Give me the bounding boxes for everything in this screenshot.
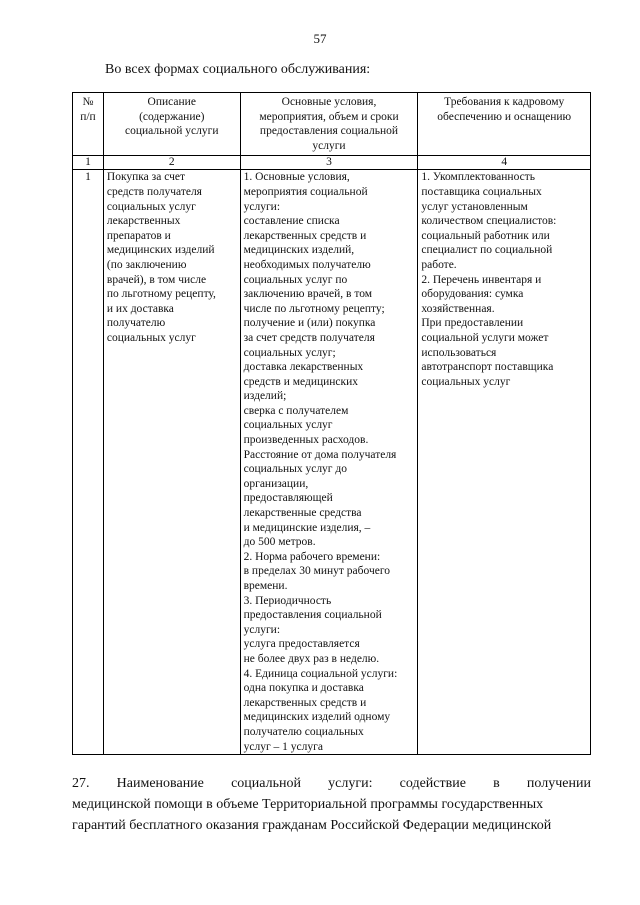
text-line: и их доставка bbox=[106, 302, 174, 315]
text-line: медицинских изделий bbox=[106, 244, 215, 257]
column-number: 1 bbox=[73, 156, 104, 170]
text-line: социальных услуг bbox=[421, 375, 511, 388]
page-number: 57 bbox=[313, 31, 327, 46]
paragraph-27-line-1 bbox=[72, 773, 591, 794]
text-line: поставщика социальных bbox=[421, 185, 542, 198]
text-line: хозяйственная. bbox=[421, 302, 495, 315]
word: услуги: bbox=[328, 776, 373, 791]
text-line: получателю социальных bbox=[243, 725, 364, 738]
paragraph-27-line-2: медицинской помощи в объеме Территориальной программы государственных bbox=[72, 797, 544, 812]
text-line: медицинских изделий, bbox=[243, 244, 355, 257]
text-line: в пределах 30 минут рабочего bbox=[243, 565, 391, 578]
text-line: услуг установленным bbox=[421, 200, 528, 213]
text-line: 2. Перечень инвентаря и bbox=[421, 273, 542, 286]
text-line: Расстояние от дома получателя bbox=[243, 448, 397, 461]
text-line: предоставления социальной bbox=[243, 609, 382, 622]
text-line: социальных услуг; bbox=[243, 346, 336, 359]
text-line: № bbox=[82, 96, 94, 108]
text-line: лекарственных bbox=[106, 215, 181, 228]
text-line: Покупка за счет bbox=[106, 171, 185, 184]
column-number-row bbox=[73, 156, 591, 170]
word: в bbox=[493, 776, 500, 791]
text-line: оборудования: сумка bbox=[421, 288, 524, 301]
text-line: по льготному рецепту, bbox=[106, 288, 216, 301]
text-line: произведенных расходов. bbox=[243, 434, 369, 447]
text-line: социальный работник или bbox=[421, 229, 550, 242]
text-line: мероприятия, объем и сроки bbox=[259, 110, 399, 123]
text-line: 1. Укомплектованность bbox=[421, 171, 535, 184]
text-line: препаратов и bbox=[106, 229, 171, 242]
text-line: социальной услуги может bbox=[421, 331, 549, 344]
text-line: средств получателя bbox=[106, 185, 202, 198]
services-table bbox=[72, 92, 591, 755]
text-line: При предоставлении bbox=[421, 317, 524, 330]
text-line: мероприятия социальной bbox=[243, 185, 368, 198]
text-line: обеспечению и оснащению bbox=[437, 110, 572, 123]
text-line: работе. bbox=[421, 258, 457, 271]
text-line: услуги: bbox=[243, 200, 281, 213]
word: социальной bbox=[231, 776, 301, 791]
text-line: лекарственные средства bbox=[243, 507, 362, 520]
table-row bbox=[73, 170, 591, 755]
paragraph-27-line-3: гарантий бесплатного оказания гражданам Российской Федерации медицинской bbox=[72, 818, 552, 833]
text-line: средств и медицинских bbox=[243, 375, 359, 388]
text-line: (по заключению bbox=[106, 258, 187, 271]
text-line: услуги: bbox=[243, 623, 281, 636]
service-description bbox=[103, 170, 240, 755]
text-line: Описание bbox=[147, 96, 196, 108]
table-header-row bbox=[73, 93, 591, 156]
text-line: социальных услуг до bbox=[243, 463, 348, 476]
column-number: 4 bbox=[418, 156, 591, 170]
text-line: использоваться bbox=[421, 346, 497, 359]
row-number: 1 bbox=[73, 170, 104, 755]
text-line: п/п bbox=[80, 110, 96, 123]
text-line: необходимых получателю bbox=[243, 258, 371, 271]
service-conditions bbox=[240, 170, 418, 755]
intro-text: Во всех формах социального обслуживания: bbox=[105, 62, 371, 77]
text-line: 1. Основные условия, bbox=[243, 171, 350, 184]
header-conditions bbox=[240, 93, 418, 156]
word: содействие bbox=[399, 776, 466, 791]
text-line: изделий; bbox=[243, 390, 287, 403]
text-line: социальных услуг bbox=[243, 419, 333, 432]
header-requirements bbox=[418, 93, 591, 156]
text-line: получателю bbox=[106, 317, 166, 330]
text-line: (содержание) bbox=[139, 110, 205, 123]
text-line: предоставления социальной bbox=[259, 125, 399, 138]
text-line: заключению врачей, в том bbox=[243, 288, 373, 301]
text-line: услуга предоставляется bbox=[243, 638, 360, 651]
text-line: лекарственных средств и bbox=[243, 696, 367, 709]
text-line: до 500 метров. bbox=[243, 536, 316, 549]
header-description bbox=[103, 93, 240, 156]
column-number: 3 bbox=[240, 156, 418, 170]
text-line: социальных услуг по bbox=[243, 273, 348, 286]
text-line: времени. bbox=[243, 580, 288, 592]
text-line: числе по льготному рецепту; bbox=[243, 302, 385, 315]
text-line: социальных услуг bbox=[106, 331, 196, 344]
text-line: и медицинские изделия, – bbox=[243, 521, 371, 534]
text-line: 3. Периодичность bbox=[243, 594, 332, 607]
text-line: доставка лекарственных bbox=[243, 361, 364, 374]
word: 27. bbox=[72, 776, 90, 791]
text-line: составление списка bbox=[243, 215, 340, 228]
text-line: медицинских изделий одному bbox=[243, 711, 391, 724]
text-line: сверка с получателем bbox=[243, 404, 349, 417]
text-line: специалист по социальной bbox=[421, 244, 553, 257]
column-number: 2 bbox=[103, 156, 240, 170]
text-line: социальных услуг bbox=[106, 200, 196, 213]
text-line: услуг – 1 услуга bbox=[243, 740, 323, 753]
staffing-requirements bbox=[418, 170, 591, 755]
text-line: за счет средств получателя bbox=[243, 331, 375, 344]
text-line: услуги bbox=[312, 139, 346, 152]
text-line: 4. Единица социальной услуги: bbox=[243, 667, 398, 680]
text-line: не более двух раз в неделю. bbox=[243, 652, 380, 665]
text-line: предоставляющей bbox=[243, 492, 333, 505]
text-line: 2. Норма рабочего времени: bbox=[243, 550, 381, 563]
word: Наименование bbox=[116, 776, 204, 791]
text-line: получение и (или) покупка bbox=[243, 317, 376, 330]
text-line: автотранспорт поставщика bbox=[421, 361, 554, 374]
text-line: количеством специалистов: bbox=[421, 215, 557, 228]
header-number bbox=[73, 93, 104, 156]
text-line: одна покупка и доставка bbox=[243, 682, 364, 695]
text-line: социальной услуги bbox=[125, 125, 219, 138]
text-line: Требования к кадровому bbox=[444, 96, 565, 108]
text-line: организации, bbox=[243, 477, 309, 490]
text-line: Основные условия, bbox=[281, 96, 377, 108]
text-line: врачей), в том числе bbox=[106, 273, 207, 286]
word: получении bbox=[526, 776, 591, 791]
paragraph-27 bbox=[72, 773, 591, 836]
text-line: лекарственных средств и bbox=[243, 229, 367, 242]
